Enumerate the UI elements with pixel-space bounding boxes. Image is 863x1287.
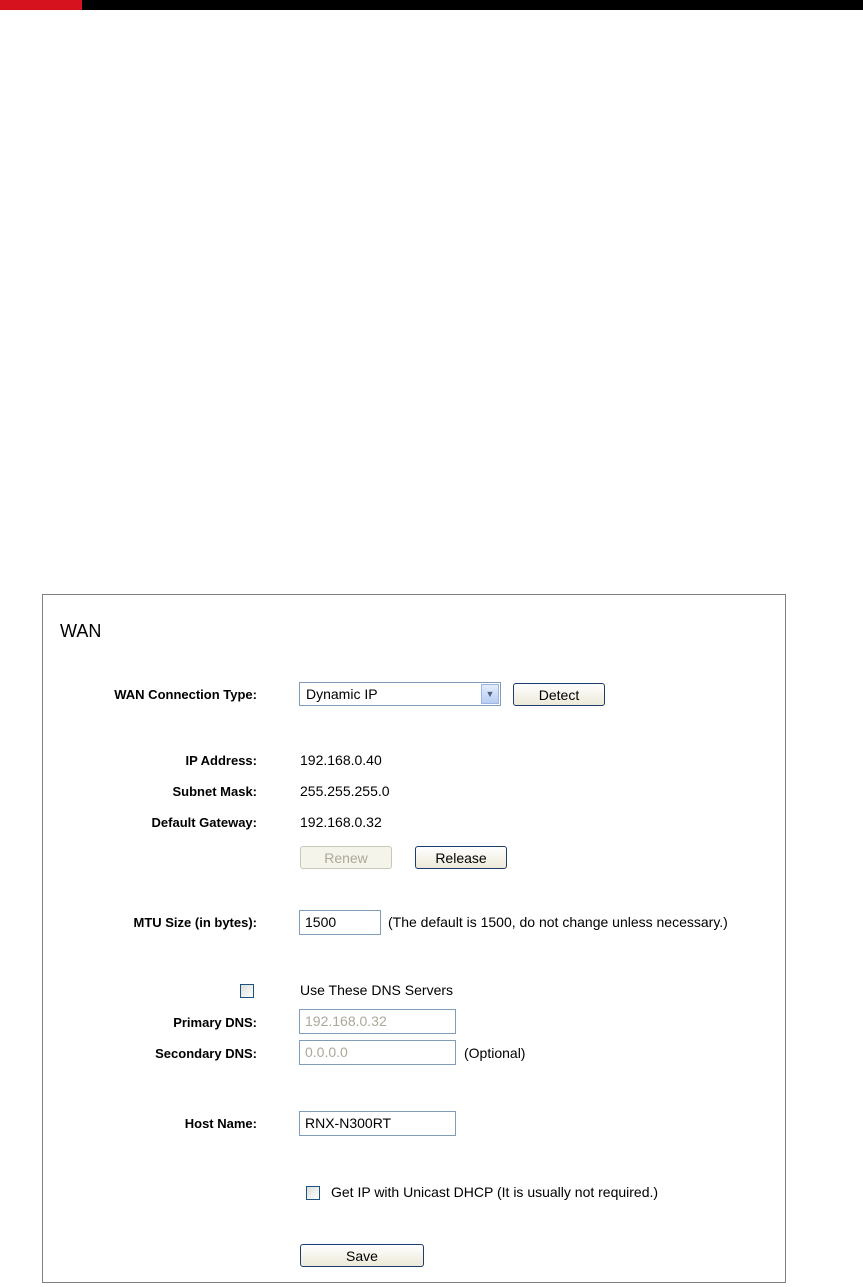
wan-settings-panel — [42, 594, 786, 1283]
secondary-dns-input[interactable]: 0.0.0.0 — [299, 1040, 456, 1065]
default-gateway-value: 192.168.0.32 — [300, 814, 382, 830]
mtu-label: MTU Size (in bytes): — [133, 915, 257, 930]
brand-accent-bar — [0, 0, 82, 10]
host-name-input[interactable]: RNX-N300RT — [299, 1111, 456, 1136]
connection-type-select[interactable] — [299, 682, 501, 706]
subnet-mask-label: Subnet Mask: — [172, 784, 257, 799]
use-dns-servers-checkbox[interactable] — [240, 984, 254, 998]
use-dns-servers-label: Use These DNS Servers — [300, 982, 454, 998]
secondary-dns-optional-note: (Optional) — [464, 1045, 526, 1061]
panel-title: WAN — [60, 621, 102, 641]
renew-button[interactable]: Renew — [300, 846, 392, 869]
default-gateway-label: Default Gateway: — [151, 815, 257, 830]
connection-type-value: Dynamic IP — [306, 686, 378, 702]
subnet-mask-value: 255.255.255.0 — [300, 783, 390, 799]
mtu-input[interactable]: 1500 — [299, 910, 381, 935]
unicast-dhcp-checkbox[interactable] — [306, 1186, 320, 1200]
mtu-note: (The default is 1500, do not change unless necessary.) — [388, 914, 728, 930]
ip-address-value: 192.168.0.40 — [300, 752, 382, 768]
top-bar — [0, 0, 863, 10]
chevron-down-icon[interactable]: ▼ — [481, 684, 499, 704]
detect-button[interactable]: Detect — [513, 683, 605, 706]
secondary-dns-label: Secondary DNS: — [155, 1046, 257, 1061]
release-button[interactable]: Release — [415, 846, 507, 869]
primary-dns-label: Primary DNS: — [173, 1015, 257, 1030]
unicast-dhcp-label: Get IP with Unicast DHCP (It is usually not required.) — [331, 1184, 659, 1200]
host-name-label: Host Name: — [184, 1116, 257, 1131]
save-button[interactable]: Save — [300, 1244, 424, 1267]
connection-type-label: WAN Connection Type: — [114, 687, 257, 702]
primary-dns-input[interactable]: 192.168.0.32 — [299, 1009, 456, 1034]
ip-address-label: IP Address: — [185, 753, 257, 768]
